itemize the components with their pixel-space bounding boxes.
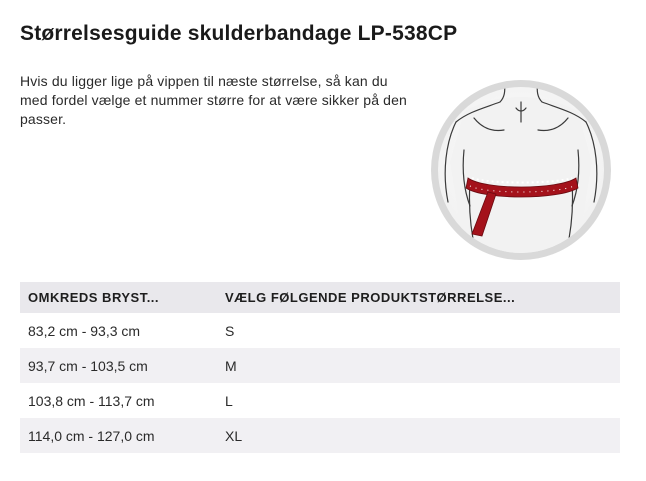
chest-range-cell: 93,7 cm - 103,5 cm bbox=[20, 348, 217, 383]
column-header-chest: OMKREDS BRYST... bbox=[20, 282, 217, 313]
table-row bbox=[20, 348, 620, 383]
size-cell: S bbox=[225, 322, 235, 339]
table-row bbox=[20, 383, 620, 418]
table-row bbox=[20, 313, 620, 348]
size-cell: XL bbox=[217, 418, 620, 453]
size-cell: M bbox=[217, 348, 620, 383]
chest-range-cell: 103,8 cm - 113,7 cm bbox=[28, 392, 155, 409]
column-header-size: VÆLG FØLGENDE PRODUKTSTØRRELSE... bbox=[217, 282, 620, 313]
torso-measuring-tape-illustration bbox=[424, 72, 618, 268]
size-cell: L bbox=[225, 392, 233, 409]
size-table bbox=[20, 282, 620, 453]
chest-range-cell: 114,0 cm - 127,0 cm bbox=[20, 418, 217, 453]
page-title: Størrelsesguide skulderbandage LP-538CP bbox=[20, 22, 458, 45]
table-header-row bbox=[20, 282, 620, 313]
table-row bbox=[20, 418, 620, 453]
chest-range-cell: 83,2 cm - 93,3 cm bbox=[28, 322, 141, 339]
intro-text: Hvis du ligger lige på vippen til næste størrelse, så kan du med fordel vælge et nummer større for at være sikker på den passer. bbox=[20, 73, 407, 127]
